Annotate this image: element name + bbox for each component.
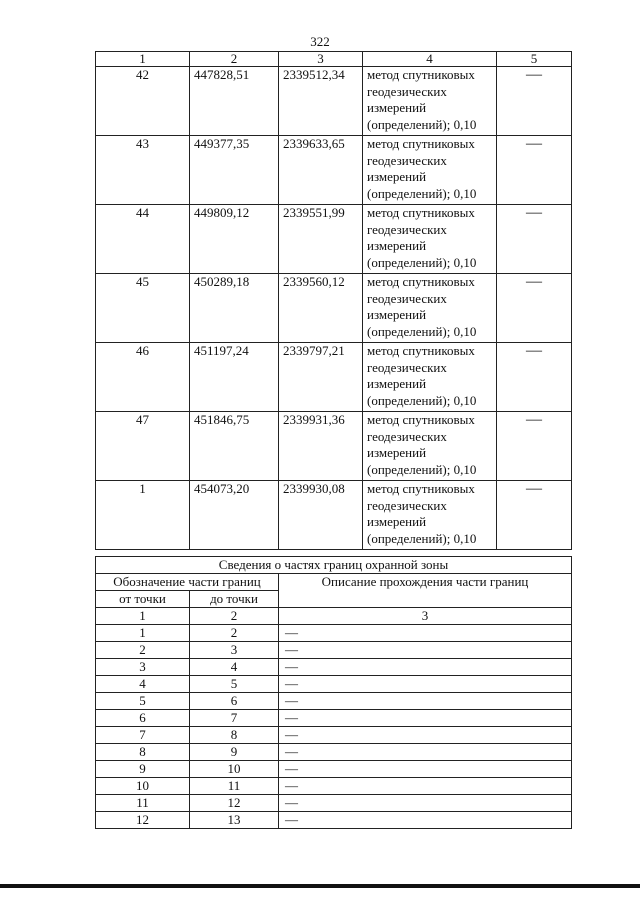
- parts-row: [96, 659, 572, 676]
- method-line: измерений: [367, 238, 427, 253]
- method-line: геодезических: [367, 221, 447, 237]
- coord-header-row: [96, 52, 572, 67]
- point-number: 47: [96, 412, 190, 481]
- parts-row: [96, 693, 572, 710]
- to-point: 8: [190, 727, 279, 744]
- method-line: (определений); 0,10: [367, 392, 477, 408]
- part-description: —: [279, 761, 572, 778]
- to-point: 9: [190, 744, 279, 761]
- method-line: измерений: [367, 376, 427, 391]
- method-line: геодезических: [367, 83, 447, 99]
- coordinates-table: [95, 51, 572, 550]
- y-coordinate: 2339931,36: [279, 412, 363, 481]
- point-number: 43: [96, 136, 190, 205]
- to-point: 12: [190, 795, 279, 812]
- to-point: 4: [190, 659, 279, 676]
- x-coordinate: 447828,51: [190, 67, 279, 136]
- point-number: 42: [96, 67, 190, 136]
- method-line: измерений: [367, 169, 427, 184]
- parts-row: [96, 812, 572, 829]
- method-description: [363, 136, 497, 205]
- page-number: 322: [310, 34, 330, 49]
- method-line: геодезических: [367, 152, 447, 168]
- parts-title: Сведения о частях границ охранной зоны: [96, 557, 572, 574]
- parts-num-row: [96, 608, 572, 625]
- to-point: 7: [190, 710, 279, 727]
- method-line: (определений); 0,10: [367, 116, 477, 132]
- method-line: геодезических: [367, 497, 447, 513]
- parts-row: [96, 642, 572, 659]
- method-line: геодезических: [367, 359, 447, 375]
- parts-title-row: [96, 557, 572, 574]
- method-line: измерений: [367, 307, 427, 322]
- parts-group-row: [96, 574, 572, 591]
- from-point: 7: [96, 727, 190, 744]
- method-line: метод спутниковых: [367, 136, 475, 151]
- from-point: 2: [96, 642, 190, 659]
- method-description: [363, 481, 497, 550]
- method-line: (определений); 0,10: [367, 185, 477, 201]
- note: —: [497, 274, 572, 343]
- parts-from-header: от точки: [96, 591, 190, 608]
- to-point: 6: [190, 693, 279, 710]
- y-coordinate: 2339797,21: [279, 343, 363, 412]
- parts-row: [96, 676, 572, 693]
- point-number: 45: [96, 274, 190, 343]
- from-point: 9: [96, 761, 190, 778]
- coord-header-1: 1: [96, 52, 190, 67]
- from-point: 12: [96, 812, 190, 829]
- method-line: метод спутниковых: [367, 205, 475, 220]
- method-description: [363, 205, 497, 274]
- coord-header-3: 3: [279, 52, 363, 67]
- method-line: измерений: [367, 514, 427, 529]
- y-coordinate: 2339930,08: [279, 481, 363, 550]
- part-description: —: [279, 812, 572, 829]
- part-description: —: [279, 744, 572, 761]
- coord-header-2: 2: [190, 52, 279, 67]
- coord-row: [96, 274, 572, 343]
- note: —: [497, 343, 572, 412]
- coord-header-4: 4: [363, 52, 497, 67]
- parts-num-2: 2: [190, 608, 279, 625]
- part-description: —: [279, 642, 572, 659]
- parts-row: [96, 778, 572, 795]
- coord-row: [96, 67, 572, 136]
- x-coordinate: 449809,12: [190, 205, 279, 274]
- part-description: —: [279, 693, 572, 710]
- parts-row: [96, 625, 572, 642]
- bottom-rule: [0, 884, 640, 888]
- parts-row: [96, 795, 572, 812]
- from-point: 6: [96, 710, 190, 727]
- from-point: 1: [96, 625, 190, 642]
- from-point: 10: [96, 778, 190, 795]
- note: —: [497, 67, 572, 136]
- parts-desc-header: Описание прохождения части границ: [279, 574, 572, 608]
- from-point: 8: [96, 744, 190, 761]
- x-coordinate: 451197,24: [190, 343, 279, 412]
- parts-row: [96, 727, 572, 744]
- method-line: геодезических: [367, 428, 447, 444]
- coord-row: [96, 412, 572, 481]
- method-line: (определений); 0,10: [367, 323, 477, 339]
- part-description: —: [279, 795, 572, 812]
- part-description: —: [279, 625, 572, 642]
- parts-num-1: 1: [96, 608, 190, 625]
- part-description: —: [279, 778, 572, 795]
- point-number: 44: [96, 205, 190, 274]
- method-line: геодезических: [367, 290, 447, 306]
- to-point: 2: [190, 625, 279, 642]
- parts-row: [96, 744, 572, 761]
- to-point: 11: [190, 778, 279, 795]
- x-coordinate: 454073,20: [190, 481, 279, 550]
- from-point: 3: [96, 659, 190, 676]
- method-line: метод спутниковых: [367, 412, 475, 427]
- method-description: [363, 274, 497, 343]
- note: —: [497, 136, 572, 205]
- to-point: 13: [190, 812, 279, 829]
- from-point: 11: [96, 795, 190, 812]
- parts-num-3: 3: [279, 608, 572, 625]
- method-line: измерений: [367, 100, 427, 115]
- method-description: [363, 343, 497, 412]
- x-coordinate: 451846,75: [190, 412, 279, 481]
- point-number: 1: [96, 481, 190, 550]
- boundary-parts-table: [95, 556, 572, 829]
- coord-row: [96, 343, 572, 412]
- y-coordinate: 2339551,99: [279, 205, 363, 274]
- note: —: [497, 412, 572, 481]
- parts-row: [96, 761, 572, 778]
- method-line: метод спутниковых: [367, 274, 475, 289]
- method-line: метод спутниковых: [367, 343, 475, 358]
- coord-row: [96, 136, 572, 205]
- method-line: метод спутниковых: [367, 67, 475, 82]
- coord-row: [96, 481, 572, 550]
- method-line: (определений); 0,10: [367, 530, 477, 546]
- from-point: 4: [96, 676, 190, 693]
- parts-group-header: Обозначение части границ: [96, 574, 279, 591]
- point-number: 46: [96, 343, 190, 412]
- method-line: (определений); 0,10: [367, 254, 477, 270]
- to-point: 5: [190, 676, 279, 693]
- note: —: [497, 205, 572, 274]
- to-point: 10: [190, 761, 279, 778]
- y-coordinate: 2339633,65: [279, 136, 363, 205]
- y-coordinate: 2339512,34: [279, 67, 363, 136]
- parts-to-header: до точки: [190, 591, 279, 608]
- part-description: —: [279, 727, 572, 744]
- from-point: 5: [96, 693, 190, 710]
- x-coordinate: 450289,18: [190, 274, 279, 343]
- method-description: [363, 67, 497, 136]
- y-coordinate: 2339560,12: [279, 274, 363, 343]
- method-line: (определений); 0,10: [367, 461, 477, 477]
- note: —: [497, 481, 572, 550]
- method-line: измерений: [367, 445, 427, 460]
- part-description: —: [279, 710, 572, 727]
- to-point: 3: [190, 642, 279, 659]
- parts-row: [96, 710, 572, 727]
- part-description: —: [279, 659, 572, 676]
- coord-header-5: 5: [497, 52, 572, 67]
- method-line: метод спутниковых: [367, 481, 475, 496]
- part-description: —: [279, 676, 572, 693]
- coord-row: [96, 205, 572, 274]
- x-coordinate: 449377,35: [190, 136, 279, 205]
- method-description: [363, 412, 497, 481]
